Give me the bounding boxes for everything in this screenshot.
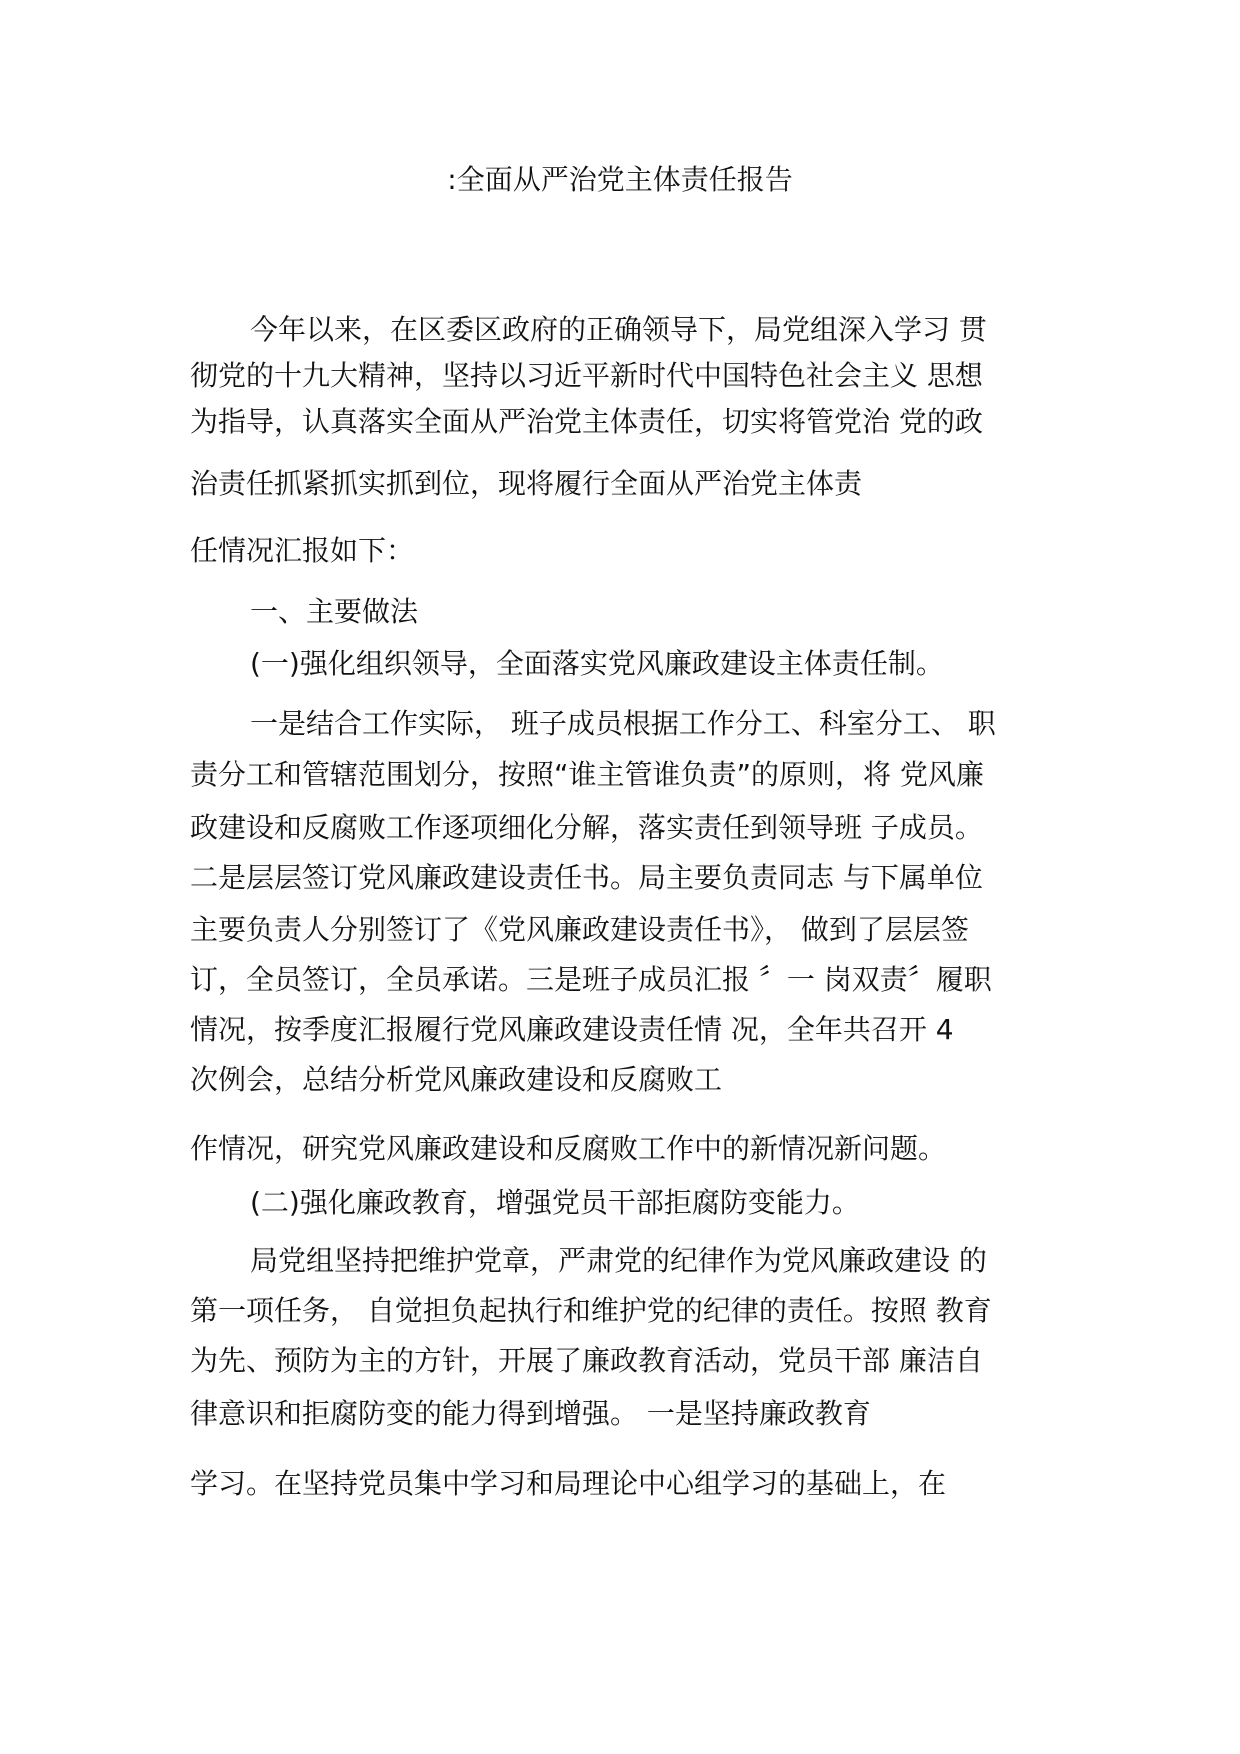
paragraph-line: 责分工和管辖范围划分，按照“谁主管谁负责”的原则，将 党风廉 xyxy=(190,758,984,791)
paragraph-line: 次例会，总结分析党风廉政建设和反腐败工 xyxy=(190,1063,723,1096)
paragraph-line: 彻党的十九大精神，坚持以习近平新时代中国特色社会主义 思想 xyxy=(190,359,983,392)
paragraph-line: 第一项任务， 自觉担负起执行和维护党的纪律的责任。按照 教育 xyxy=(190,1294,992,1327)
paragraph-line: 情况，按季度汇报履行党风廉政建设责任情 况，全年共召开 4 xyxy=(190,1013,954,1046)
paragraph-line: 任情况汇报如下： xyxy=(190,534,415,567)
paragraph-line: 政建设和反腐败工作逐项细化分解，落实责任到领导班 子成员。 xyxy=(190,811,983,844)
section-heading: 一、主要做法 xyxy=(250,595,419,628)
paragraph-line: 为先、预防为主的方针，开展了廉政教育活动，党员干部 廉洁自 xyxy=(190,1344,983,1377)
paragraph-line: 主要负责人分别签订了《党风廉政建设责任书》， 做到了层层签 xyxy=(190,913,969,946)
paragraph-line: 作情况，研究党风廉政建设和反腐败工作中的新情况新问题。 xyxy=(190,1132,947,1165)
paragraph-line: 为指导，认真落实全面从严治党主体责任，切实将管党治 党的政 xyxy=(190,405,983,438)
paragraph-line: 律意识和拒腐防变的能力得到增强。 一是坚持廉政教育 xyxy=(190,1397,871,1430)
paragraph-line: 订，全员签订，全员承诺。三是班子成员汇报 〞一 岗双责〞履职 xyxy=(190,963,992,996)
paragraph-line: 治责任抓紧抓实抓到位，现将履行全面从严治党主体责 xyxy=(190,467,863,500)
paragraph-line: 今年以来，在区委区政府的正确领导下，局党组深入学习 贯 xyxy=(250,313,987,346)
subsection-heading: (二)强化廉政教育，增强党员干部拒腐防变能力。 xyxy=(250,1186,860,1219)
document-title: :全面从严治党主体责任报告 xyxy=(447,163,793,196)
paragraph-line: 一是结合工作实际， 班子成员根据工作分工、科室分工、 职 xyxy=(250,707,996,740)
paragraph-line: 二是层层签订党风廉政建设责任书。局主要负责同志 与下属单位 xyxy=(190,861,983,894)
paragraph-line: 局党组坚持把维护党章，严肃党的纪律作为党风廉政建设 的 xyxy=(250,1244,987,1277)
subsection-heading: (一)强化组织领导，全面落实党风廉政建设主体责任制。 xyxy=(250,647,944,680)
paragraph-line: 学习。在坚持党员集中学习和局理论中心组学习的基础上，在 xyxy=(190,1467,947,1500)
